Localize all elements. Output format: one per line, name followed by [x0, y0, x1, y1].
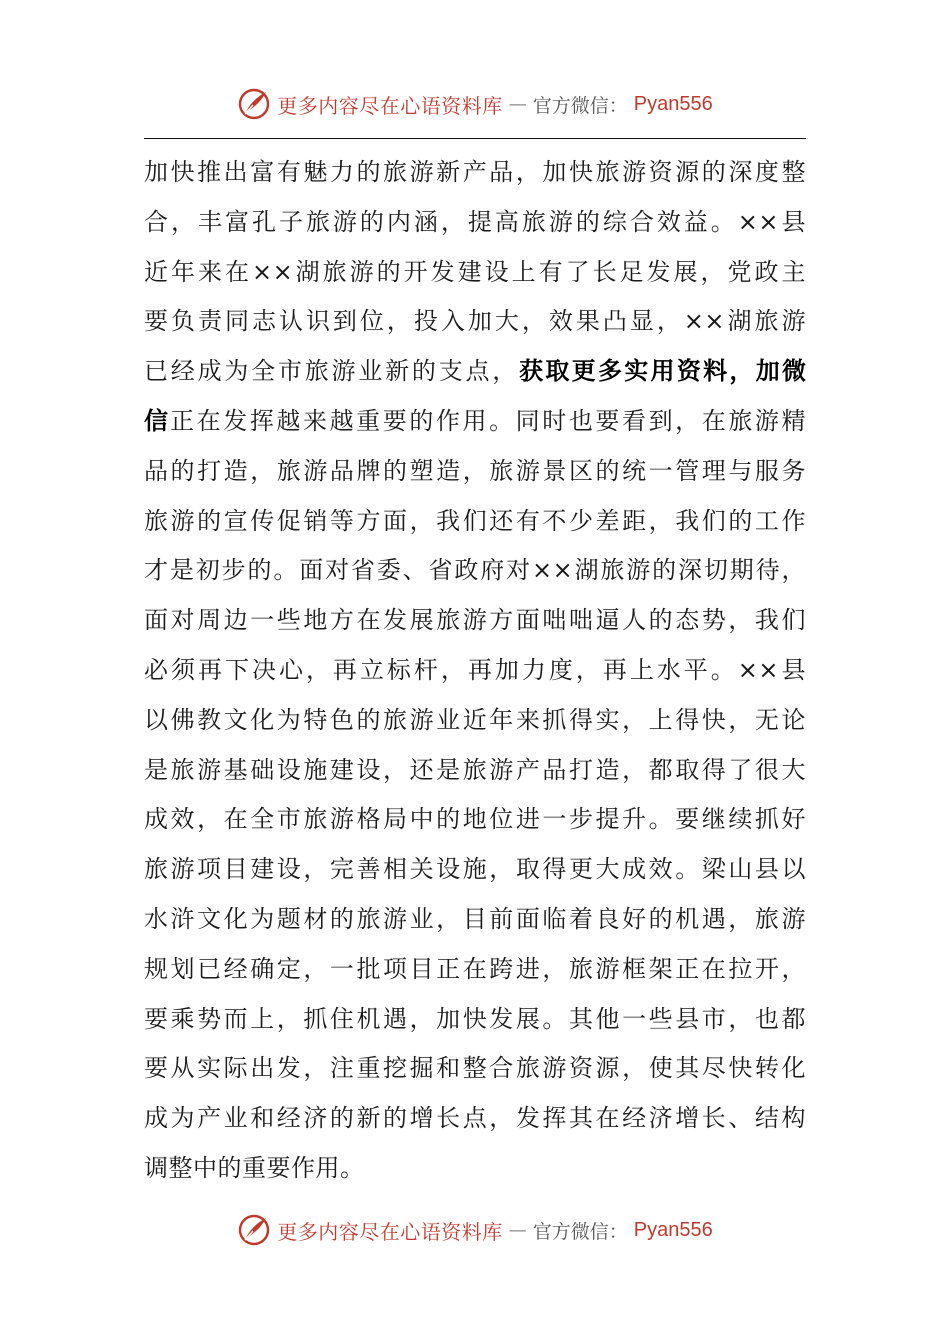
header-banner [0, 84, 950, 124]
body-line: 旅游项目建设，完善相关设施，取得更大成效。梁山县以 [144, 855, 806, 884]
body-line: 合，丰富孔子旅游的内涵，提高旅游的综合效益。××县 [144, 207, 806, 236]
body-line: 旅游的宣传促销等方面，我们还有不少差距，我们的工作 [144, 506, 806, 535]
body-line: 要乘势而上，抓住机遇，加快发展。其他一些县市，也都 [144, 1004, 806, 1033]
body-line: 近年来在××湖旅游的开发建设上有了长足发展，党政主 [144, 257, 806, 286]
body-line: 面对周边一些地方在发展旅游方面咄咄逼人的态势，我们 [144, 606, 806, 635]
body-paragraph [144, 148, 806, 1194]
quill-logo-icon [237, 87, 271, 121]
body-line: 是旅游基础设施建设，还是旅游产品打造，都取得了很大 [144, 755, 806, 784]
body-text-segment: 已经成为全市旅游业新的支点， [144, 357, 520, 386]
body-line: 以佛教文化为特色的旅游业近年来抓得实，上得快，无论 [144, 705, 806, 734]
footer-wechat-id: Pyan556 [633, 1218, 713, 1241]
promo-text: 信 [144, 406, 171, 435]
body-line: 成为产业和经济的新的增长点，发挥其在经济增长、结构 [144, 1104, 806, 1133]
body-text-segment: 正在发挥越来越重要的作用。同时也要看到，在旅游精 [170, 406, 807, 435]
footer-dash: — [508, 1219, 527, 1241]
body-line: 必须再下决心，再立标杆，再加力度，再上水平。××县 [144, 655, 806, 684]
promo-text: 获取更多实用资料，加微 [519, 357, 807, 386]
header-dash: — [508, 93, 527, 115]
body-line: 加快推出富有魅力的旅游新产品，加快旅游资源的深度整 [144, 158, 806, 186]
header-wechat-label: 官方微信： [532, 94, 628, 117]
quill-logo-icon [237, 1213, 271, 1247]
body-line: 要从实际出发，注重挖掘和整合旅游资源，使其尽快转化 [144, 1054, 806, 1083]
header-wechat-id: Pyan556 [633, 92, 713, 115]
header-divider [144, 138, 806, 139]
body-line: 水浒文化为题材的旅游业，目前面临着良好的机遇，旅游 [144, 904, 806, 933]
body-line: 要负责同志认识到位，投入加大，效果凸显，××湖旅游 [144, 307, 806, 336]
body-line: 调整中的重要作用。 [144, 1153, 365, 1182]
body-line: 成效，在全市旅游格局中的地位进一步提升。要继续抓好 [144, 805, 806, 834]
body-line [144, 397, 806, 447]
footer-banner [0, 1210, 950, 1250]
body-line: 规划已经确定，一批项目正在跨进，旅游框架正在拉开， [144, 954, 806, 983]
body-line [144, 347, 806, 397]
header-site-text: 更多内容尽在心语资料库 [277, 93, 503, 118]
body-line: 品的打造，旅游品牌的塑造，旅游景区的统一管理与服务 [144, 456, 806, 485]
footer-site-text: 更多内容尽在心语资料库 [277, 1219, 503, 1244]
footer-wechat-label: 官方微信： [532, 1220, 628, 1243]
body-line: 才是初步的。面对省委、省政府对××湖旅游的深切期待， [144, 556, 806, 585]
